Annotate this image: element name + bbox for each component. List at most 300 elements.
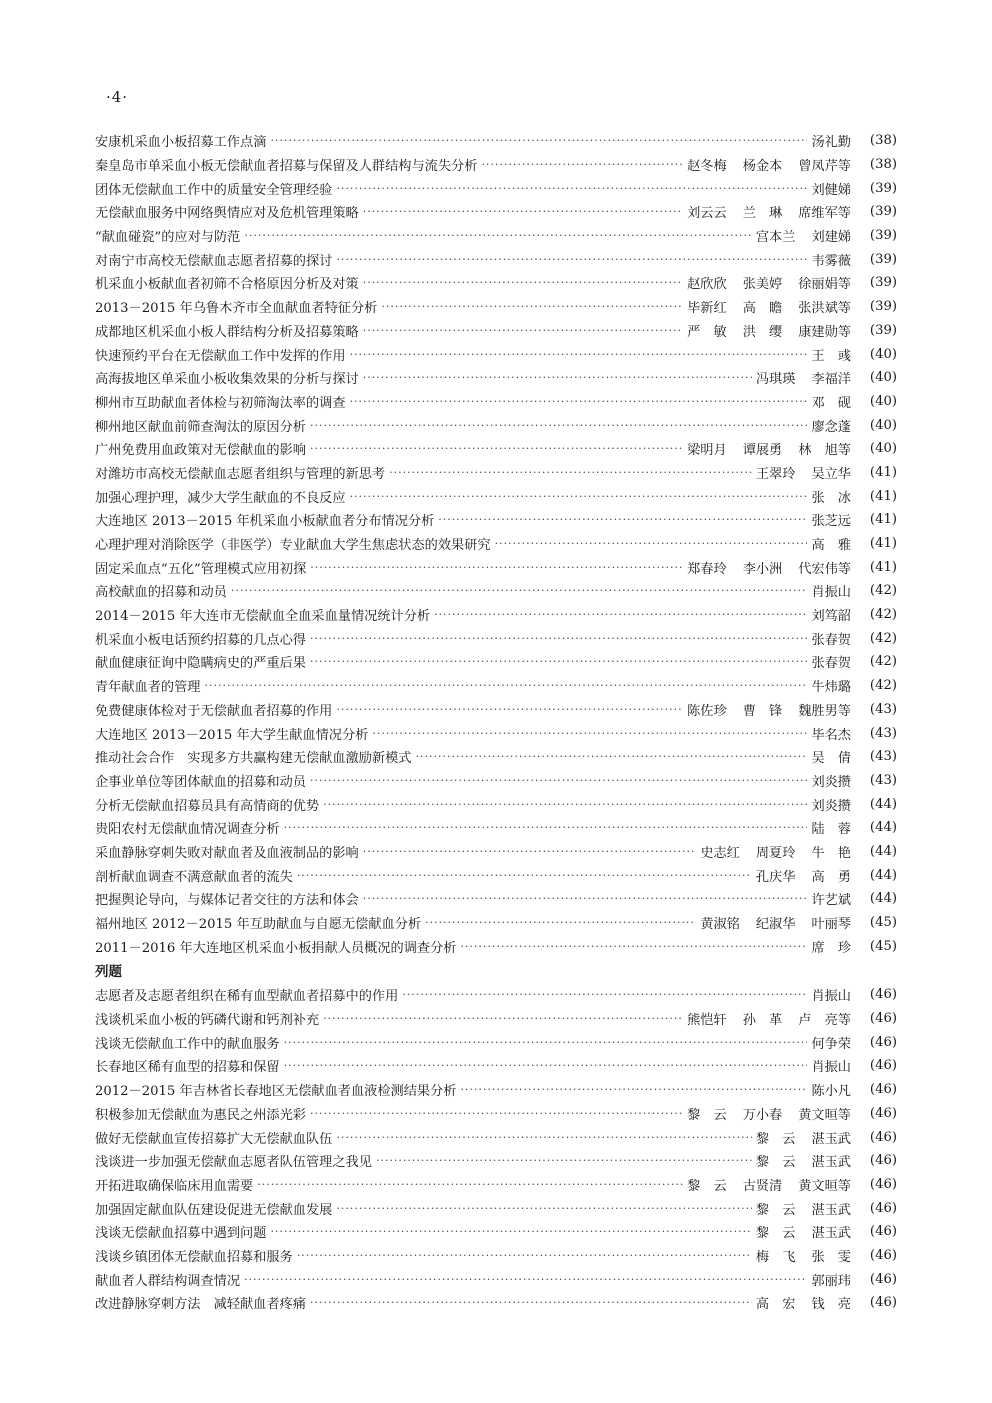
entry-title: 大连地区 2013－2015 年大学生献血情况分析 xyxy=(95,727,369,743)
entry-authors xyxy=(811,724,851,743)
entry-title: 开拓进取确保临床用血需要 xyxy=(95,1178,254,1194)
entry-page-number: (41) xyxy=(869,512,897,528)
dot-leader xyxy=(481,158,683,171)
author-name: 张芝远 xyxy=(811,514,851,530)
entry-title: 机采血小板献血者初筛不合格原因分析及对策 xyxy=(95,277,359,293)
dot-leader xyxy=(270,1225,751,1238)
dot-leader xyxy=(297,1249,752,1262)
author-name: 肖振山 xyxy=(811,1060,851,1076)
entry-page-number: (44) xyxy=(869,796,897,812)
dot-leader xyxy=(310,419,807,432)
toc-entry[interactable] xyxy=(95,579,897,603)
author-name: 刘云云 xyxy=(687,206,727,222)
author-name: 洪 缨 xyxy=(742,324,783,340)
dot-leader xyxy=(310,655,807,668)
entry-page-number: (43) xyxy=(869,725,897,741)
author-name: 叶丽琴 xyxy=(811,917,851,933)
author-name: 黎 云 xyxy=(755,1202,796,1218)
entry-title: 志愿者及志愿者组织在稀有血型献血者招募中的作用 xyxy=(95,989,399,1005)
author-name: 陆 蓉 xyxy=(811,822,851,838)
author-name: 严 敏 xyxy=(687,324,727,340)
author-name: 孔庆华 xyxy=(755,869,796,885)
entry-page-number: (46) xyxy=(869,1058,897,1074)
entry-title: 分析无偿献血招募员具有高情商的优势 xyxy=(95,798,320,814)
toc-entry[interactable] xyxy=(95,153,897,177)
entry-page-number: (42) xyxy=(869,654,897,670)
entry-authors xyxy=(756,866,851,885)
entry-authors xyxy=(700,842,851,861)
entry-page-number: (46) xyxy=(869,1271,897,1287)
author-name: 王翠玲 xyxy=(755,466,796,482)
author-name: 黄文晅等 xyxy=(798,1107,851,1123)
entry-authors xyxy=(687,297,851,316)
table-of-contents xyxy=(95,129,897,1315)
toc-entry[interactable] xyxy=(95,792,897,816)
entry-title: 积极参加无偿献血为惠民之州添光彩 xyxy=(95,1107,306,1123)
dot-leader xyxy=(372,727,807,740)
entry-page-number: (46) xyxy=(869,1011,897,1027)
entry-page-number: (46) xyxy=(869,1200,897,1216)
toc-entry[interactable] xyxy=(95,1054,897,1078)
author-name: 赵冬梅 xyxy=(687,159,727,175)
dot-leader xyxy=(350,395,808,408)
entry-authors xyxy=(811,487,851,506)
entry-authors xyxy=(687,273,851,292)
entry-page-number: (41) xyxy=(869,464,897,480)
dot-leader xyxy=(460,940,807,953)
author-name: 毕名杰 xyxy=(811,727,851,743)
dot-leader xyxy=(310,1107,683,1120)
author-name: 黎 云 xyxy=(755,1131,796,1147)
dot-leader xyxy=(231,584,808,597)
entry-authors xyxy=(811,250,851,269)
page-number: ·4· xyxy=(106,88,129,106)
toc-entry[interactable] xyxy=(95,1125,897,1149)
dot-leader xyxy=(416,750,808,763)
entry-authors xyxy=(687,1104,851,1123)
dot-leader xyxy=(402,988,807,1001)
entry-authors xyxy=(756,368,851,387)
entry-authors xyxy=(687,1175,851,1194)
entry-title: 加强心理护理，减少大学生献血的不良反应 xyxy=(95,490,346,506)
dot-leader xyxy=(363,892,808,905)
entry-page-number: (39) xyxy=(869,180,897,196)
entry-page-number: (41) xyxy=(869,536,897,552)
entry-title: 无偿献血服务中网络舆情应对及危机管理策略 xyxy=(95,206,359,222)
author-name: 谭展勇 xyxy=(742,443,783,459)
entry-authors xyxy=(687,202,851,221)
entry-title: 对潍坊市高校无偿献血志愿者组织与管理的新思考 xyxy=(95,466,386,482)
author-name: 黄文晅等 xyxy=(798,1178,851,1194)
dot-leader xyxy=(350,490,808,503)
author-name: 徐丽娟等 xyxy=(798,277,851,293)
dot-leader xyxy=(310,561,683,574)
entry-authors xyxy=(756,1199,851,1218)
entry-page-number: (42) xyxy=(869,583,897,599)
dot-leader xyxy=(336,1131,752,1144)
author-name: 兰 琳 xyxy=(742,206,783,222)
entry-authors xyxy=(687,558,851,577)
entry-page-number: (46) xyxy=(869,1129,897,1145)
dot-leader xyxy=(310,774,807,787)
entry-title: 秦皇岛市单采血小板无偿献血者招募与保留及人群结构与流失分析 xyxy=(95,159,478,175)
author-name: 刘笃韶 xyxy=(811,609,851,625)
dot-leader xyxy=(350,348,808,361)
author-name: 刘健娣 xyxy=(811,182,851,198)
toc-entry[interactable] xyxy=(95,271,897,295)
entry-authors xyxy=(700,913,851,932)
author-name: 湛玉武 xyxy=(811,1155,851,1171)
entry-title: 献血健康征询中隐瞒病史的严重后果 xyxy=(95,656,306,672)
entry-page-number: (39) xyxy=(869,299,897,315)
author-name: 牛 艳 xyxy=(811,845,851,861)
toc-entry[interactable] xyxy=(95,721,897,745)
entry-authors xyxy=(811,416,851,435)
toc-entry[interactable] xyxy=(95,1196,897,1220)
entry-page-number: (41) xyxy=(869,559,897,575)
toc-entry[interactable] xyxy=(95,863,897,887)
toc-entry[interactable] xyxy=(95,1244,897,1268)
entry-page-number: (39) xyxy=(869,251,897,267)
author-name: 纪淑华 xyxy=(755,917,796,933)
toc-entry[interactable] xyxy=(95,1149,897,1173)
author-name: 湛玉武 xyxy=(811,1131,851,1147)
entry-authors xyxy=(811,534,851,553)
entry-page-number: (39) xyxy=(869,204,897,220)
entry-authors xyxy=(811,131,851,150)
author-name: 万小春 xyxy=(742,1107,783,1123)
entry-title: 2013－2015 年乌鲁木齐市全血献血者特征分析 xyxy=(95,301,378,317)
entry-authors xyxy=(687,700,851,719)
toc-entry[interactable] xyxy=(95,1007,897,1031)
dot-leader xyxy=(257,1178,683,1191)
author-name: 汤礼勤 xyxy=(811,135,851,151)
dot-leader xyxy=(284,1036,808,1049)
entry-authors xyxy=(811,1033,851,1052)
author-name: 李福洋 xyxy=(811,372,851,388)
author-name: 代宏伟等 xyxy=(798,561,851,577)
entry-title: 成都地区机采血小板人群结构分析及招募策略 xyxy=(95,324,359,340)
toc-entry[interactable] xyxy=(95,698,897,722)
author-name: 古贤清 xyxy=(742,1178,783,1194)
author-name: 牛炜璐 xyxy=(811,680,851,696)
toc-entry[interactable] xyxy=(95,840,897,864)
entry-page-number: (44) xyxy=(869,843,897,859)
entry-page-number: (43) xyxy=(869,772,897,788)
toc-entry[interactable] xyxy=(95,390,897,414)
dot-leader xyxy=(363,324,683,337)
entry-authors xyxy=(811,629,851,648)
entry-authors xyxy=(811,581,851,600)
entry-page-number: (46) xyxy=(869,987,897,1003)
toc-entry[interactable] xyxy=(95,224,897,248)
entry-authors xyxy=(811,985,851,1004)
toc-entry[interactable] xyxy=(95,413,897,437)
entry-title: 加强固定献血队伍建设促进无偿献血发展 xyxy=(95,1202,333,1218)
entry-page-number: (42) xyxy=(869,607,897,623)
toc-entry[interactable] xyxy=(95,650,897,674)
entry-page-number: (44) xyxy=(869,891,897,907)
entry-page-number: (43) xyxy=(869,701,897,717)
entry-authors xyxy=(811,1056,851,1075)
entry-title: 安康机采血小板招募工作点滴 xyxy=(95,135,267,151)
toc-entry[interactable] xyxy=(95,129,897,153)
author-name: 高 雅 xyxy=(811,538,851,554)
toc-entry[interactable] xyxy=(95,983,897,1007)
entry-title: 柳州市互助献血者体检与初筛淘汰率的调查 xyxy=(95,395,346,411)
author-name: 梅 飞 xyxy=(755,1249,796,1265)
entry-page-number: (42) xyxy=(869,678,897,694)
entry-page-number: (45) xyxy=(869,915,897,931)
entry-page-number: (42) xyxy=(869,630,897,646)
entry-title: 柳州地区献血前筛查淘汰的原因分析 xyxy=(95,419,306,435)
entry-title: 浅谈进一步加强无偿献血志愿者队伍管理之我见 xyxy=(95,1155,372,1171)
toc-entry[interactable] xyxy=(95,1030,897,1054)
author-name: 孙 革 xyxy=(742,1013,783,1029)
entry-title: 推动社会合作 实现多方共赢构建无偿献血激励新模式 xyxy=(95,751,412,767)
entry-authors xyxy=(811,1080,851,1099)
toc-entry[interactable] xyxy=(95,508,897,532)
entry-authors xyxy=(811,937,851,956)
author-name: 刘炎攒 xyxy=(811,774,851,790)
toc-entry[interactable] xyxy=(95,342,897,366)
author-name: 魏胜男等 xyxy=(798,703,851,719)
toc-entry[interactable] xyxy=(95,176,897,200)
entry-page-number: (38) xyxy=(869,133,897,149)
entry-title: 2011－2016 年大连地区机采血小板捐献人员概况的调查分析 xyxy=(95,940,457,956)
entry-title: 机采血小板电话预约招募的几点心得 xyxy=(95,632,306,648)
entry-page-number: (39) xyxy=(869,322,897,338)
toc-entry[interactable] xyxy=(95,816,897,840)
entry-title: 把握舆论导向，与媒体记者交往的方法和体会 xyxy=(95,893,359,909)
toc-entry[interactable] xyxy=(95,1102,897,1126)
author-name: 韦雾薇 xyxy=(811,253,851,269)
entry-authors xyxy=(756,1151,851,1170)
author-name: 黎 云 xyxy=(755,1226,796,1242)
entry-title: 福州地区 2012－2015 年互助献血与自愿无偿献血分析 xyxy=(95,917,422,933)
entry-title: 高海拔地区单采血小板收集效果的分析与探讨 xyxy=(95,372,359,388)
author-name: 高 宏 xyxy=(755,1297,796,1313)
dot-leader xyxy=(323,798,807,811)
toc-entry[interactable] xyxy=(95,1173,897,1197)
entry-title: 献血者人群结构调查情况 xyxy=(95,1273,241,1289)
entry-authors xyxy=(811,510,851,529)
entry-authors xyxy=(811,392,851,411)
entry-title: 长春地区稀有血型的招募和保留 xyxy=(95,1060,280,1076)
author-name: 康建勋等 xyxy=(798,324,851,340)
dot-leader xyxy=(284,821,808,834)
toc-entry[interactable] xyxy=(95,555,897,579)
author-name: 周夏玲 xyxy=(755,845,796,861)
entry-title: 对南宁市高校无偿献血志愿者招募的探讨 xyxy=(95,253,333,269)
entry-authors xyxy=(811,747,851,766)
entry-title: 团体无偿献血工作中的质量安全管理经验 xyxy=(95,182,333,198)
entry-title: 心理护理对消除医学（非医学）专业献血大学生焦虑状态的效果研究 xyxy=(95,538,491,554)
author-name: 冯琪瑛 xyxy=(755,372,796,388)
author-name: 曹 锋 xyxy=(742,703,783,719)
entry-page-number: (45) xyxy=(869,938,897,954)
author-name: 湛玉武 xyxy=(811,1202,851,1218)
entry-title: “献血碰瓷”的应对与防范 xyxy=(95,230,241,246)
author-name: 郭丽玮 xyxy=(811,1273,851,1289)
author-name: 刘建娣 xyxy=(811,230,851,246)
entry-authors xyxy=(811,889,851,908)
dot-leader xyxy=(336,182,807,195)
entry-authors xyxy=(756,1246,851,1265)
entry-authors xyxy=(756,226,851,245)
toc-entry[interactable] xyxy=(95,1078,897,1102)
entry-title: 浅谈机采血小板的钙磷代谢和钙剂补充 xyxy=(95,1013,320,1029)
author-name: 许艺斌 xyxy=(811,893,851,909)
entry-page-number: (46) xyxy=(869,1176,897,1192)
toc-entry[interactable] xyxy=(95,603,897,627)
toc-entry[interactable] xyxy=(95,437,897,461)
dot-leader xyxy=(381,300,683,313)
dot-leader xyxy=(244,1273,807,1286)
author-name: 黎 云 xyxy=(687,1107,727,1123)
entry-authors xyxy=(756,1222,851,1241)
entry-title: 做好无偿献血宣传招募扩大无偿献血队伍 xyxy=(95,1131,333,1147)
section-heading: 列题 xyxy=(95,964,122,981)
entry-title: 浅谈乡镇团体无偿献血招募和服务 xyxy=(95,1249,293,1265)
entry-title: 大连地区 2013－2015 年机采血小板献血者分布情况分析 xyxy=(95,514,435,530)
author-name: 邓 砚 xyxy=(811,395,851,411)
toc-entry[interactable] xyxy=(95,1267,897,1291)
entry-title: 2012－2015 年吉林省长春地区无偿献血者血液检测结果分析 xyxy=(95,1084,457,1100)
toc-entry[interactable] xyxy=(95,484,897,508)
dot-leader xyxy=(434,608,807,621)
toc-entry[interactable] xyxy=(95,319,897,343)
entry-page-number: (46) xyxy=(869,1082,897,1098)
entry-page-number: (40) xyxy=(869,441,897,457)
entry-authors xyxy=(811,652,851,671)
author-name: 张 雯 xyxy=(811,1249,851,1265)
dot-leader xyxy=(363,371,752,384)
entry-page-number: (40) xyxy=(869,417,897,433)
toc-entry[interactable] xyxy=(95,674,897,698)
entry-authors xyxy=(811,818,851,837)
toc-group xyxy=(95,983,897,1315)
dot-leader xyxy=(460,1083,807,1096)
entry-title: 改进静脉穿刺方法 减轻献血者疼痛 xyxy=(95,1297,306,1313)
dot-leader xyxy=(284,1059,808,1072)
toc-entry[interactable] xyxy=(95,247,897,271)
entry-title: 免费健康体检对于无偿献血者招募的作用 xyxy=(95,703,333,719)
author-name: 廖念蓬 xyxy=(811,419,851,435)
entry-title: 固定采血点“五化”管理模式应用初探 xyxy=(95,561,307,577)
entry-authors xyxy=(687,155,851,174)
entry-authors xyxy=(756,463,851,482)
author-name: 卢 亮等 xyxy=(798,1013,851,1029)
author-name: 杨金本 xyxy=(742,159,783,175)
entry-authors xyxy=(811,605,851,624)
dot-leader xyxy=(323,1012,683,1025)
dot-leader xyxy=(363,276,683,289)
entry-title: 2014－2015 年大连市无偿献血全血采血量情况统计分析 xyxy=(95,609,431,625)
author-name: 席维军等 xyxy=(798,206,851,222)
entry-title: 企事业单位等团体献血的招募和动员 xyxy=(95,774,306,790)
toc-entry[interactable] xyxy=(95,461,897,485)
author-name: 宫本兰 xyxy=(755,230,796,246)
entry-title: 快速预约平台在无偿献血工作中发挥的作用 xyxy=(95,348,346,364)
toc-entry[interactable] xyxy=(95,366,897,390)
entry-authors xyxy=(756,1128,851,1147)
entry-page-number: (39) xyxy=(869,228,897,244)
author-name: 毕新红 xyxy=(687,301,727,317)
author-name: 王 彧 xyxy=(811,348,851,364)
toc-entry[interactable] xyxy=(95,769,897,793)
entry-page-number: (46) xyxy=(869,1153,897,1169)
dot-leader xyxy=(205,679,808,692)
toc-entry[interactable] xyxy=(95,200,897,224)
entry-authors xyxy=(687,321,851,340)
author-name: 陈佐珍 xyxy=(687,703,727,719)
toc-entry[interactable] xyxy=(95,1220,897,1244)
author-name: 吴 倩 xyxy=(811,751,851,767)
author-name: 高 瞻 xyxy=(742,301,783,317)
entry-title: 高校献血的招募和动员 xyxy=(95,585,227,601)
author-name: 高 勇 xyxy=(811,869,851,885)
entry-title: 青年献血者的管理 xyxy=(95,680,201,696)
dot-leader xyxy=(376,1154,752,1167)
entry-page-number: (43) xyxy=(869,749,897,765)
entry-page-number: (40) xyxy=(869,370,897,386)
dot-leader xyxy=(297,869,752,882)
entry-title: 浅谈无偿献血招募中遇到问题 xyxy=(95,1226,267,1242)
author-name: 刘炎攒 xyxy=(811,798,851,814)
author-name: 林 旭等 xyxy=(798,443,851,459)
author-name: 曾凤芹等 xyxy=(798,159,851,175)
toc-entry[interactable] xyxy=(95,887,897,911)
entry-title: 贵阳农村无偿献血情况调查分析 xyxy=(95,822,280,838)
entry-page-number: (44) xyxy=(869,867,897,883)
dot-leader xyxy=(310,1296,752,1309)
toc-entry[interactable] xyxy=(95,911,897,935)
author-name: 张春贺 xyxy=(811,632,851,648)
dot-leader xyxy=(336,253,807,266)
entry-authors xyxy=(687,439,851,458)
entry-page-number: (46) xyxy=(869,1295,897,1311)
author-name: 肖振山 xyxy=(811,585,851,601)
entry-title: 广州免费用血政策对无偿献血的影响 xyxy=(95,443,306,459)
entry-page-number: (40) xyxy=(869,346,897,362)
toc-entry[interactable] xyxy=(95,1291,897,1315)
toc-entry[interactable] xyxy=(95,934,897,958)
entry-page-number: (38) xyxy=(869,157,897,173)
toc-entry[interactable] xyxy=(95,745,897,769)
dot-leader xyxy=(244,229,752,242)
author-name: 席 珍 xyxy=(811,940,851,956)
dot-leader xyxy=(438,513,807,526)
toc-entry[interactable] xyxy=(95,295,897,319)
entry-page-number: (44) xyxy=(869,820,897,836)
entry-page-number: (41) xyxy=(869,488,897,504)
toc-entry[interactable] xyxy=(95,626,897,650)
dot-leader xyxy=(336,1202,752,1215)
author-name: 史志红 xyxy=(700,845,740,861)
dot-leader xyxy=(425,916,696,929)
entry-authors xyxy=(811,345,851,364)
entry-title: 剖析献血调查不满意献血者的流失 xyxy=(95,869,293,885)
toc-entry[interactable] xyxy=(95,532,897,556)
dot-leader xyxy=(495,537,808,550)
author-name: 钱 亮 xyxy=(811,1297,851,1313)
dot-leader xyxy=(336,703,683,716)
author-name: 黎 云 xyxy=(687,1178,727,1194)
author-name: 张春贺 xyxy=(811,656,851,672)
dot-leader xyxy=(389,466,752,479)
author-name: 李小洲 xyxy=(742,561,783,577)
